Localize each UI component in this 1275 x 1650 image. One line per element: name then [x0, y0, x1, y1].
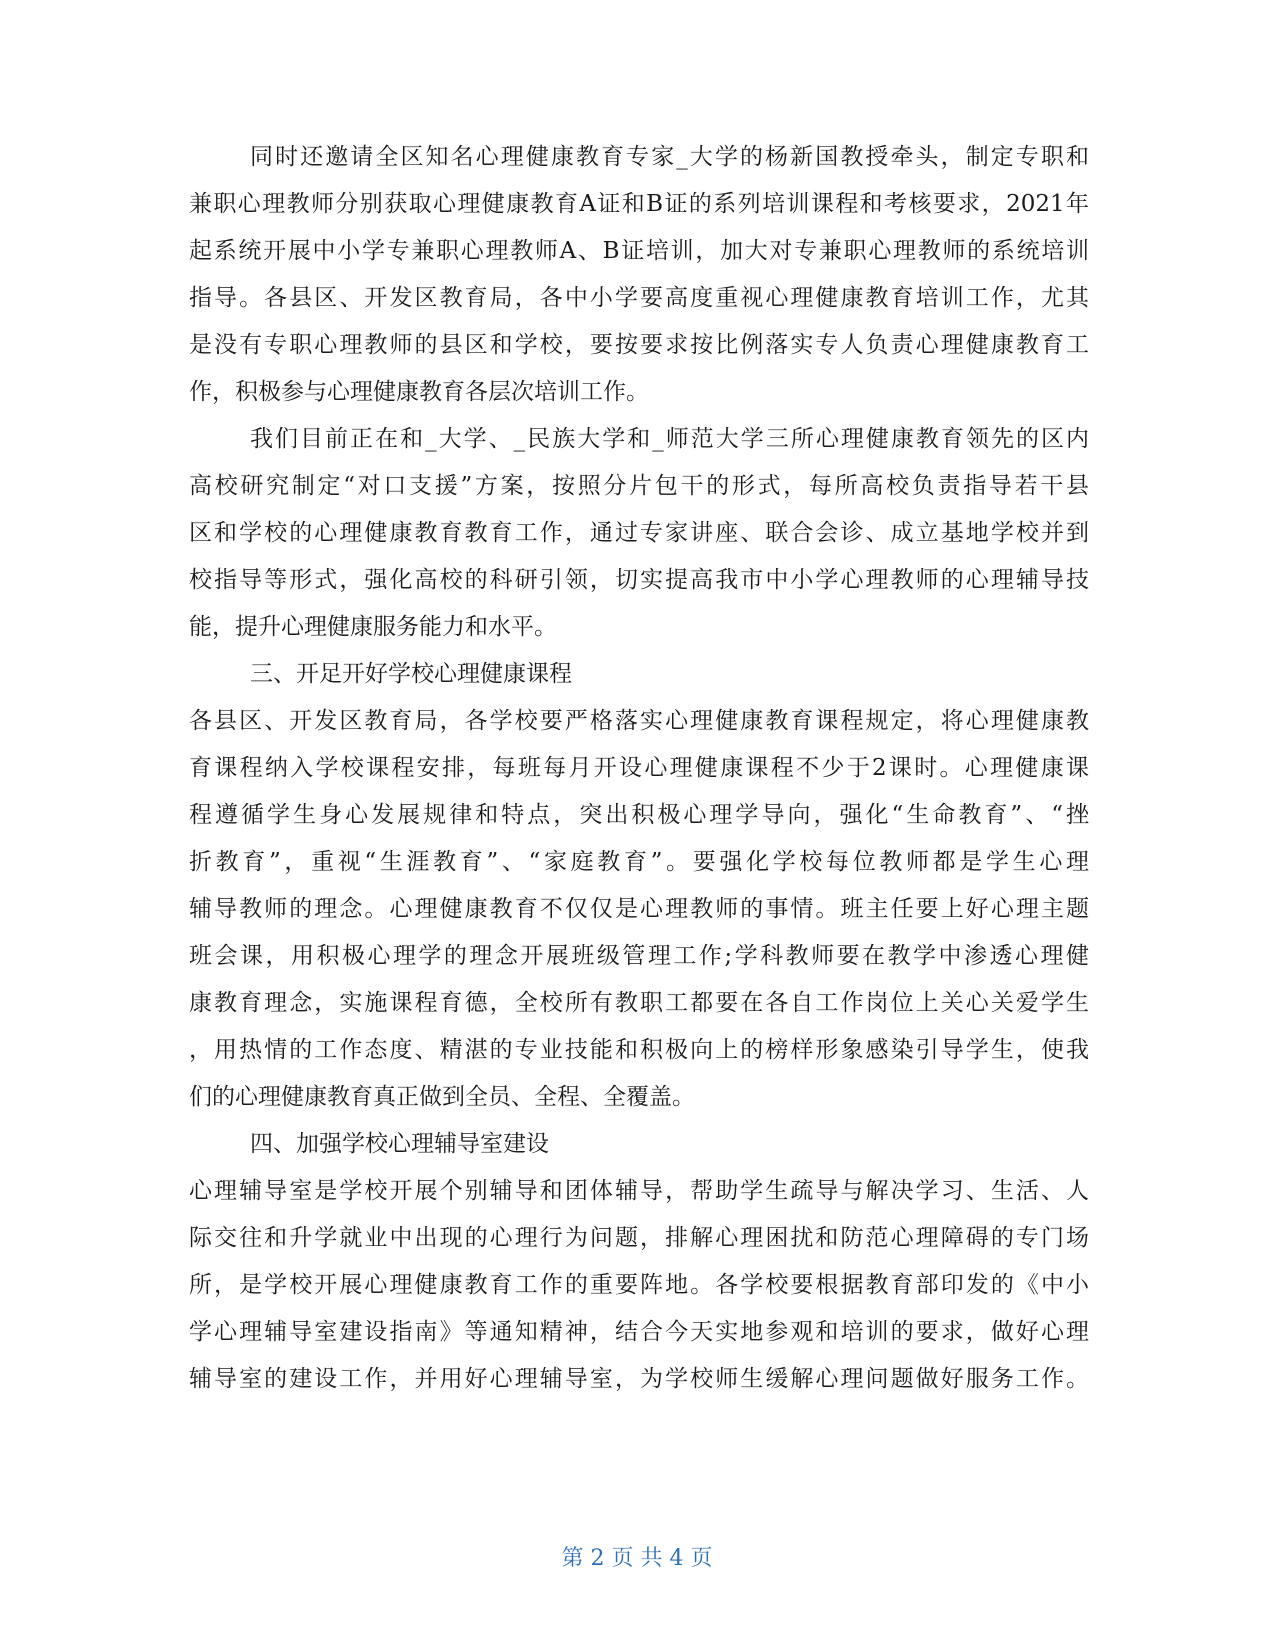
section-heading-3: 三、开足开好学校心理健康课程 [250, 661, 572, 687]
paragraph-3-line-9: 们的心理健康教育真正做到全员、全程、全覆盖。 [189, 1084, 695, 1110]
footer-total-prefix: 共 [640, 1546, 664, 1571]
paragraph-2-line-2: 高校研究制定“对口支援”方案，按照分片包干的形式，每所高校负责指导若干县 [189, 473, 1089, 499]
footer-total-pages: 4 [669, 1546, 685, 1571]
paragraph-1-line-2: 兼职心理教师分别获取心理健康教育A证和B证的系列培训课程和考核要求，2021年 [189, 191, 1089, 217]
footer-current-page: 2 [590, 1546, 606, 1571]
paragraph-3-line-7: 康教育理念，实施课程育德，全校所有教职工都要在各自工作岗位上关心关爱学生 [189, 990, 1089, 1016]
paragraph-2-line-1: 我们目前正在和_大学、_民族大学和_师范大学三所心理健康教育领先的区内 [250, 426, 1089, 452]
paragraph-4-line-5: 辅导室的建设工作，并用好心理辅导室，为学校师生缓解心理问题做好服务工作。 [189, 1366, 1089, 1392]
paragraph-4-line-4: 学心理辅导室建设指南》等通知精神，结合今天实地参观和培训的要求，做好心理 [189, 1319, 1089, 1345]
paragraph-1-line-5: 是没有专职心理教师的县区和学校，要按要求按比例落实专人负责心理健康教育工 [189, 332, 1089, 358]
paragraph-1-line-4: 指导。各县区、开发区教育局，各中小学要高度重视心理健康教育培训工作，尤其 [189, 285, 1089, 311]
paragraph-3-line-1: 各县区、开发区教育局，各学校要严格落实心理健康教育课程规定，将心理健康教 [189, 708, 1089, 734]
section-heading-4: 四、加强学校心理辅导室建设 [250, 1131, 549, 1157]
paragraph-3-line-4: 折教育”，重视“生涯教育”、“家庭教育”。要强化学校每位教师都是学生心理 [189, 849, 1089, 875]
paragraph-4-line-3: 所，是学校开展心理健康教育工作的重要阵地。各学校要根据教育部印发的《中小 [189, 1272, 1089, 1298]
page-number-footer [0, 1544, 1275, 1574]
footer-prefix: 第 [561, 1546, 585, 1571]
paragraph-2-line-4: 校指导等形式，强化高校的科研引领，切实提高我市中小学心理教师的心理辅导技 [189, 567, 1089, 593]
paragraph-3-line-2: 育课程纳入学校课程安排，每班每月开设心理健康课程不少于2课时。心理健康课 [189, 755, 1089, 781]
footer-suffix: 页 [690, 1546, 714, 1571]
paragraph-2-line-5: 能，提升心理健康服务能力和水平。 [189, 614, 557, 640]
footer-page-word: 页 [611, 1546, 635, 1571]
paragraph-4-line-2: 际交往和升学就业中出现的心理行为问题，排解心理困扰和防范心理障碍的专门场 [189, 1225, 1089, 1251]
paragraph-3-line-6: 班会课，用积极心理学的理念开展班级管理工作;学科教师要在教学中渗透心理健 [189, 943, 1089, 969]
paragraph-1-line-1: 同时还邀请全区知名心理健康教育专家_大学的杨新国教授牵头，制定专职和 [250, 144, 1089, 170]
paragraph-2-line-3: 区和学校的心理健康教育教育工作，通过专家讲座、联合会诊、成立基地学校并到 [189, 520, 1089, 546]
paragraph-4-line-1: 心理辅导室是学校开展个别辅导和团体辅导，帮助学生疏导与解决学习、生活、人 [189, 1178, 1089, 1204]
paragraph-1-line-3: 起系统开展中小学专兼职心理教师A、B证培训，加大对专兼职心理教师的系统培训 [189, 238, 1089, 264]
paragraph-1-line-6: 作，积极参与心理健康教育各层次培训工作。 [189, 379, 649, 405]
paragraph-3-line-5: 辅导教师的理念。心理健康教育不仅仅是心理教师的事情。班主任要上好心理主题 [189, 896, 1089, 922]
paragraph-3-line-8: ，用热情的工作态度、精湛的专业技能和积极向上的榜样形象感染引导学生，使我 [189, 1037, 1089, 1063]
paragraph-3-line-3: 程遵循学生身心发展规律和特点，突出积极心理学导向，强化“生命教育”、“挫 [189, 802, 1089, 828]
